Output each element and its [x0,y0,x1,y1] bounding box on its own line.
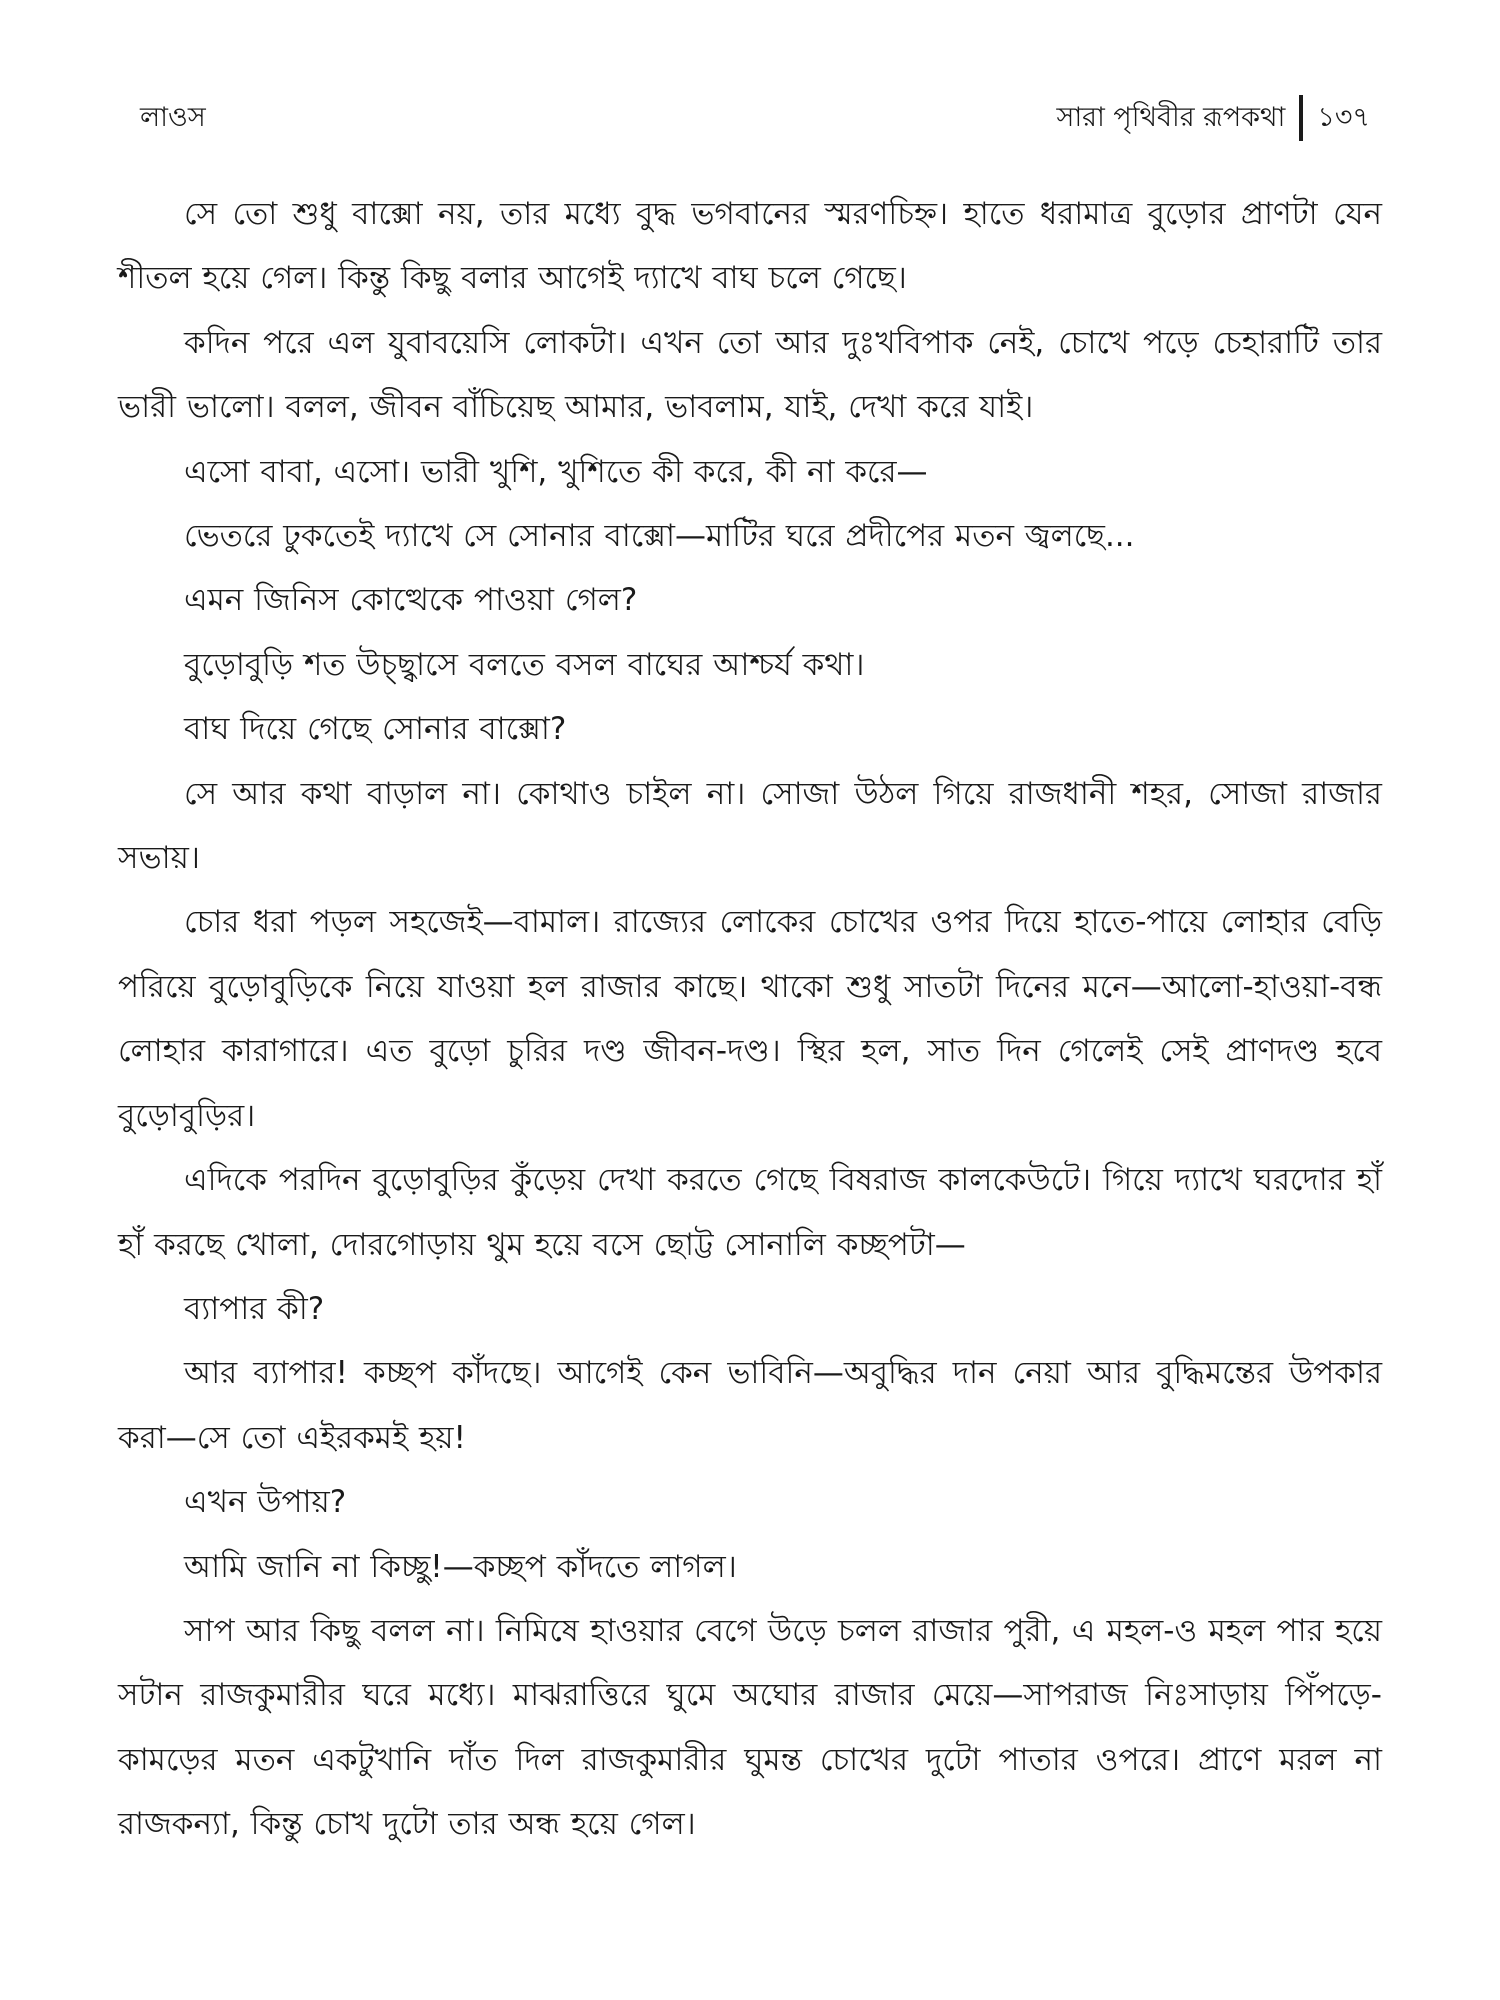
paragraph: আর ব্যাপার! কচ্ছপ কাঁদছে। আগেই কেন ভাবিনি—অবুদ্ধির দান নেয়া আর বুদ্ধিমন্তের উপকার করা—সে তো এইরকমই হয়! [118,1355,1382,1456]
running-head [118,88,1382,148]
body-text [118,182,1382,1857]
paragraph: এসো বাবা, এসো। ভারী খুশি, খুশিতে কী করে, কী না করে— [184,453,928,490]
paragraph: চোর ধরা পড়ল সহজেই—বামাল। রাজ্যের লোকের চোখের ওপর দিয়ে হাতে-পায়ে লোহার বেড়ি পরিয়ে বুড়োবুড়িকে নিয়ে যাওয়া হল রাজার কাছে। থাকো শুধু সাতটা দিনের মনে—আলো-হাওয়া-বন্ধ লোহার কারাগারে। এত বুড়ো চুরির দণ্ড জীবন-দণ্ড। স্থির হল, সাত দিন গেলেই সেই প্রাণদণ্ড হবে বুড়োবুড়ির। [118,904,1382,1134]
paragraph: ভেতরে ঢুকতেই দ্যাখে সে সোনার বাক্সো—মাটির ঘরে প্রদীপের মতন জ্বলছে... [184,518,1135,555]
paragraph: এদিকে পরদিন বুড়োবুড়ির কুঁড়েয় দেখা করতে গেছে বিষরাজ কালকেউটে। গিয়ে দ্যাখে ঘরদোর হাঁ হাঁ করছে খোলা, দোরগোড়ায় থুম হয়ে বসে ছোট্ট সোনালি কচ্ছপটা— [118,1162,1382,1263]
header-divider [1299,95,1303,141]
page-number: ১৩৭ [1317,102,1370,133]
paragraph: ব্যাপার কী? [184,1290,325,1327]
paragraph: সে তো শুধু বাক্সো নয়, তার মধ্যে বুদ্ধ ভগবানের স্মরণচিহ্ন। হাতে ধরামাত্র বুড়োর প্রাণটা যেন শীতল হয়ে গেল। কিন্তু কিছু বলার আগেই দ্যাখে বাঘ চলে গেছে। [118,196,1382,297]
paragraph: এমন জিনিস কোত্থেকে পাওয়া গেল? [184,582,638,619]
paragraph: আমি জানি না কিচ্ছু!—কচ্ছপ কাঁদতে লাগল। [184,1548,737,1585]
paragraph: কদিন পরে এল যুবাবয়েসি লোকটা। এখন তো আর দুঃখবিপাক নেই, চোখে পড়ে চেহারাটি তার ভারী ভালো। বলল, জীবন বাঁচিয়েছ আমার, ভাবলাম, যাই, দেখা করে যাই। [118,324,1382,426]
paragraph: এখন উপায়? [184,1484,347,1521]
paragraph: সাপ আর কিছু বলল না। নিমিষে হাওয়ার বেগে উড়ে চলল রাজার পুরী, এ মহল-ও মহল পার হয়ে সটান রাজকুমারীর ঘরে মধ্যে। মাঝরাত্তিরে ঘুমে অঘোর রাজার মেয়ে—সাপরাজ নিঃসাড়ায় পিঁপড়ে-কামড়ের মতন একটুখানি দাঁত দিল রাজকুমারীর ঘুমন্ত চোখের দুটো পাতার ওপরে। প্রাণে মরল না রাজকন্যা, কিন্তু চোখ দুটো তার অন্ধ হয়ে গেল। [118,1612,1382,1843]
paragraph: সে আর কথা বাড়াল না। কোথাও চাইল না। সোজা উঠল গিয়ে রাজধানী শহর, সোজা রাজার সভায়। [118,775,1382,877]
header-right [1057,88,1371,148]
paragraph: বুড়োবুড়ি শত উচ্ছ্বাসে বলতে বসল বাঘের আশ্চর্য কথা। [184,646,865,683]
book-title: সারা পৃথিবীর রূপকথা [1056,102,1286,133]
chapter-title: লাওস [140,102,206,133]
paragraph: বাঘ দিয়ে গেছে সোনার বাক্সো? [184,711,567,748]
